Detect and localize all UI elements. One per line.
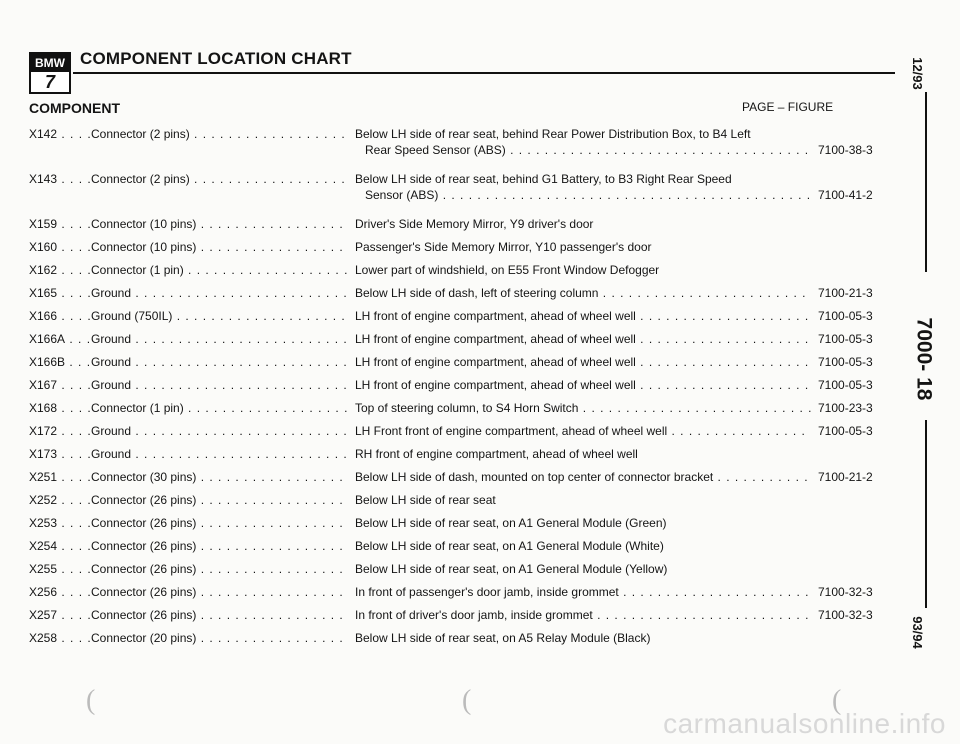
component-code: X165 . . . bbox=[29, 285, 91, 301]
component-location bbox=[355, 538, 811, 554]
component-location bbox=[355, 171, 811, 203]
component-code: X258 . . . bbox=[29, 630, 91, 646]
component-location bbox=[355, 423, 811, 439]
component-code: X255 . . . bbox=[29, 561, 91, 577]
scan-mark: ( bbox=[832, 685, 842, 716]
table-row bbox=[29, 400, 889, 423]
component-code: X167 . . . bbox=[29, 377, 91, 393]
table-row bbox=[29, 239, 889, 262]
page-figure-ref: 7100-23-3 bbox=[818, 401, 873, 415]
component-description: Ground . . . bbox=[91, 423, 349, 439]
component-code: X166 . . . bbox=[29, 308, 91, 324]
title-rule bbox=[73, 72, 895, 74]
sidebar-date-top: 12/93 bbox=[909, 57, 925, 90]
component-location bbox=[355, 469, 811, 485]
location-line: Passenger's Side Memory Mirror, Y10 passenger's door bbox=[355, 240, 652, 254]
location-line: In front of driver's door jamb, inside grommet . . . bbox=[355, 607, 811, 623]
location-line: Below LH side of rear seat, on A5 Relay Module (Black) bbox=[355, 631, 651, 645]
scan-mark: ( bbox=[462, 685, 472, 716]
component-location bbox=[355, 630, 811, 646]
component-code: X160 . . . bbox=[29, 239, 91, 255]
component-location bbox=[355, 126, 811, 158]
component-location bbox=[355, 400, 811, 416]
component-location bbox=[355, 584, 811, 600]
location-line: Below LH side of rear seat, on A1 General Module (Yellow) bbox=[355, 562, 668, 576]
table-row bbox=[29, 285, 889, 308]
component-location bbox=[355, 285, 811, 301]
table-row bbox=[29, 262, 889, 285]
component-location bbox=[355, 354, 811, 370]
component-description: Connector (26 pins) . . . bbox=[91, 492, 349, 508]
component-code: X166B . . . bbox=[29, 354, 91, 370]
component-description: Connector (26 pins) . . . bbox=[91, 584, 349, 600]
table-row bbox=[29, 354, 889, 377]
page-figure-ref: 7100-38-3 bbox=[818, 143, 873, 157]
page-figure-ref: 7100-21-2 bbox=[818, 470, 873, 484]
table-row bbox=[29, 515, 889, 538]
location-line: Below LH side of dash, left of steering column . . . bbox=[355, 285, 811, 301]
component-column-header: COMPONENT bbox=[29, 100, 120, 116]
component-location bbox=[355, 492, 811, 508]
component-location bbox=[355, 561, 811, 577]
component-code: X162 . . . bbox=[29, 262, 91, 278]
location-line: LH front of engine compartment, ahead of wheel well . . . bbox=[355, 377, 811, 393]
logo-model: 7 bbox=[44, 72, 55, 92]
component-location bbox=[355, 377, 811, 393]
table-row bbox=[29, 423, 889, 446]
scan-mark: ( bbox=[86, 685, 96, 716]
page-title: COMPONENT LOCATION CHART bbox=[80, 49, 352, 68]
table-row bbox=[29, 561, 889, 584]
table-row bbox=[29, 331, 889, 354]
location-line: LH front of engine compartment, ahead of wheel well . . . bbox=[355, 354, 811, 370]
table-row bbox=[29, 538, 889, 561]
location-line: RH front of engine compartment, ahead of wheel well bbox=[355, 447, 638, 461]
location-line: Driver's Side Memory Mirror, Y9 driver's door bbox=[355, 217, 594, 231]
watermark: carmanualsonline.info bbox=[663, 708, 946, 739]
component-description: Ground . . . bbox=[91, 331, 349, 347]
sidebar-date-bottom: 93/94 bbox=[909, 616, 925, 649]
component-code: X252 . . . bbox=[29, 492, 91, 508]
sidebar-page-number: 7000- 18 bbox=[912, 317, 936, 401]
page-figure-ref: 7100-21-3 bbox=[818, 286, 873, 300]
component-code: X254 . . . bbox=[29, 538, 91, 554]
component-code: X142 . . . bbox=[29, 126, 91, 142]
sidebar-rule bbox=[925, 420, 927, 608]
component-code: X159 . . . bbox=[29, 216, 91, 232]
component-code: X168 . . . bbox=[29, 400, 91, 416]
component-description: Connector (2 pins) . . . bbox=[91, 126, 349, 142]
page-figure-ref: 7100-05-3 bbox=[818, 378, 873, 392]
page-figure-column-header: PAGE – FIGURE bbox=[742, 100, 834, 114]
component-location bbox=[355, 239, 811, 255]
table-row bbox=[29, 171, 889, 216]
component-location bbox=[355, 331, 811, 347]
component-description: Connector (26 pins) . . . bbox=[91, 607, 349, 623]
location-line: LH front of engine compartment, ahead of wheel well . . . bbox=[355, 331, 811, 347]
component-table bbox=[29, 126, 889, 653]
component-location bbox=[355, 446, 811, 462]
table-row bbox=[29, 446, 889, 469]
component-description: Connector (30 pins) . . . bbox=[91, 469, 349, 485]
component-description: Ground . . . bbox=[91, 285, 349, 301]
table-row bbox=[29, 584, 889, 607]
component-description: Ground . . . bbox=[91, 377, 349, 393]
page-figure-ref: 7100-32-3 bbox=[818, 585, 873, 599]
component-code: X173 . . . bbox=[29, 446, 91, 462]
location-line: Rear Speed Sensor (ABS) . . . bbox=[355, 142, 811, 158]
table-row bbox=[29, 216, 889, 239]
sidebar-rule bbox=[925, 92, 927, 272]
logo-brand: BMW bbox=[31, 54, 69, 72]
page-figure-ref: 7100-41-2 bbox=[818, 188, 873, 202]
table-row bbox=[29, 126, 889, 171]
bmw-logo bbox=[29, 52, 71, 94]
table-row bbox=[29, 492, 889, 515]
location-line: Below LH side of rear seat, behind G1 Battery, to B3 Right Rear Speed bbox=[355, 172, 732, 186]
page-figure-ref: 7100-05-3 bbox=[818, 424, 873, 438]
component-location bbox=[355, 262, 811, 278]
component-code: X166A . . . bbox=[29, 331, 91, 347]
location-line: Below LH side of rear seat, behind Rear Power Distribution Box, to B4 Left bbox=[355, 127, 751, 141]
component-description: Ground (750IL) . . . bbox=[91, 308, 349, 324]
component-description: Connector (1 pin) . . . bbox=[91, 262, 349, 278]
component-description: Ground . . . bbox=[91, 354, 349, 370]
component-code: X257 . . . bbox=[29, 607, 91, 623]
component-description: Connector (10 pins) . . . bbox=[91, 216, 349, 232]
page-sidebar bbox=[906, 40, 946, 680]
location-line: LH front of engine compartment, ahead of wheel well . . . bbox=[355, 308, 811, 324]
component-description: Connector (26 pins) . . . bbox=[91, 538, 349, 554]
location-line: Top of steering column, to S4 Horn Switch . . . bbox=[355, 400, 811, 416]
component-description: Ground . . . bbox=[91, 446, 349, 462]
table-row bbox=[29, 308, 889, 331]
page-figure-ref: 7100-05-3 bbox=[818, 309, 873, 323]
component-location bbox=[355, 607, 811, 623]
component-code: X143 . . . bbox=[29, 171, 91, 187]
component-description: Connector (2 pins) . . . bbox=[91, 171, 349, 187]
component-description: Connector (26 pins) . . . bbox=[91, 515, 349, 531]
table-row bbox=[29, 377, 889, 400]
table-row bbox=[29, 630, 889, 653]
component-code: X172 . . . bbox=[29, 423, 91, 439]
component-description: Connector (20 pins) . . . bbox=[91, 630, 349, 646]
component-description: Connector (10 pins) . . . bbox=[91, 239, 349, 255]
location-line: Below LH side of rear seat bbox=[355, 493, 496, 507]
location-line: Lower part of windshield, on E55 Front Window Defogger bbox=[355, 263, 660, 277]
component-description: Connector (1 pin) . . . bbox=[91, 400, 349, 416]
component-description: Connector (26 pins) . . . bbox=[91, 561, 349, 577]
location-line: Below LH side of rear seat, on A1 General Module (Green) bbox=[355, 516, 667, 530]
page-figure-ref: 7100-05-3 bbox=[818, 332, 873, 346]
table-row bbox=[29, 469, 889, 492]
component-code: X251 . . . bbox=[29, 469, 91, 485]
component-location bbox=[355, 216, 811, 232]
page-figure-ref: 7100-05-3 bbox=[818, 355, 873, 369]
component-code: X256 . . . bbox=[29, 584, 91, 600]
location-line: Below LH side of dash, mounted on top center of connector bracket . . . bbox=[355, 469, 811, 485]
component-code: X253 . . . bbox=[29, 515, 91, 531]
location-line: LH Front front of engine compartment, ahead of wheel well . . . bbox=[355, 423, 811, 439]
location-line: In front of passenger's door jamb, inside grommet . . . bbox=[355, 584, 811, 600]
table-row bbox=[29, 607, 889, 630]
component-location bbox=[355, 515, 811, 531]
component-location bbox=[355, 308, 811, 324]
location-line: Sensor (ABS) . . . bbox=[355, 187, 811, 203]
location-line: Below LH side of rear seat, on A1 General Module (White) bbox=[355, 539, 664, 553]
page-figure-ref: 7100-32-3 bbox=[818, 608, 873, 622]
